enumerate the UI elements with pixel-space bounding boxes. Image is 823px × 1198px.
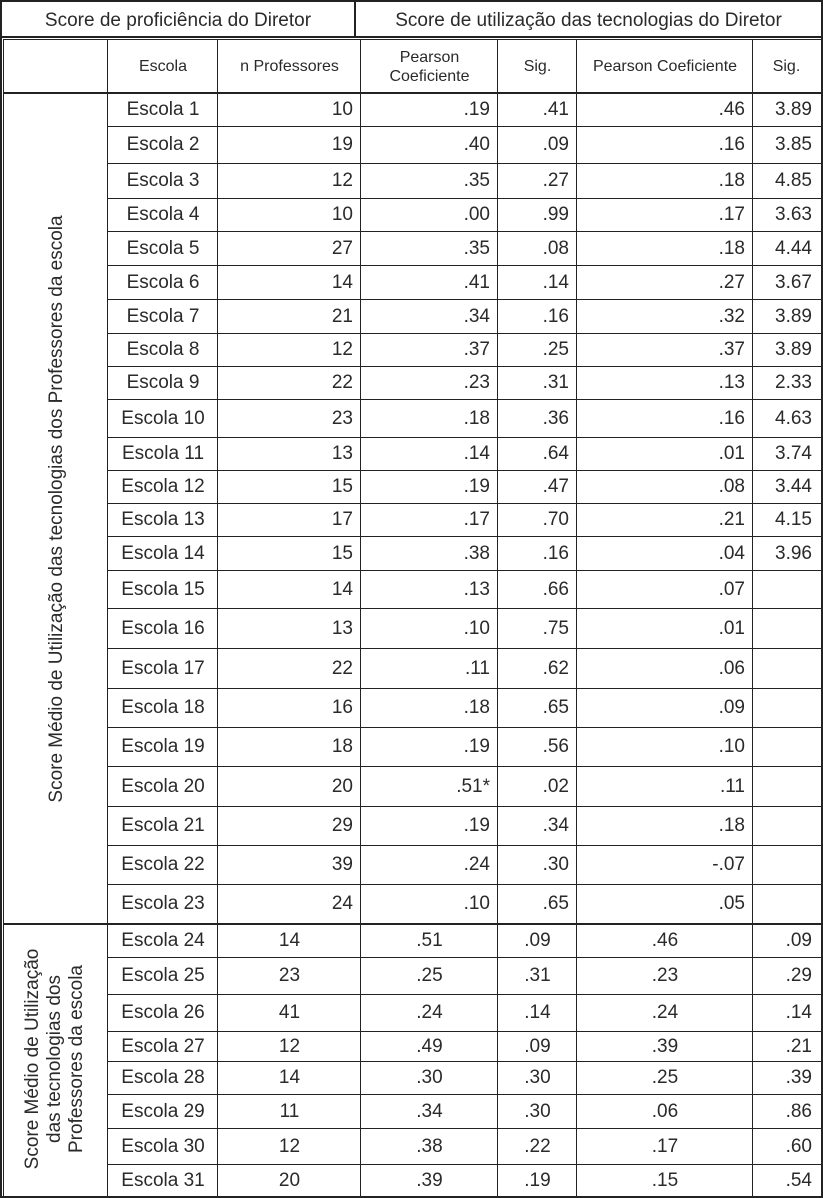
table-cell-sig1: .36 xyxy=(542,407,569,429)
table-cell-n: 18 xyxy=(331,736,353,757)
table-cell-sig1: .99 xyxy=(542,204,569,225)
table-cell-pearson2: .07 xyxy=(718,578,745,600)
table-cell-sig2: .39 xyxy=(785,1067,812,1088)
table-cell-pearson1: .23 xyxy=(463,372,490,393)
grid-line xyxy=(107,570,821,571)
table-cell-n: 10 xyxy=(331,99,353,120)
table-cell-escola: Escola 14 xyxy=(121,542,205,564)
grid-line xyxy=(107,1128,821,1129)
table-cell-pearson2: .05 xyxy=(718,893,745,914)
table-cell-sig1: .16 xyxy=(542,305,569,327)
table-cell-n: 41 xyxy=(278,1002,301,1023)
table-cell-escola: Escola 15 xyxy=(121,578,205,600)
table-cell-sig2 xyxy=(753,884,820,923)
grid-line xyxy=(497,39,498,1196)
grid-line xyxy=(107,366,821,367)
table-cell-n: 20 xyxy=(331,775,353,797)
table-cell-sig1: .75 xyxy=(542,617,569,639)
table-cell-pearson1: .34 xyxy=(416,1100,443,1122)
grid-line xyxy=(107,994,821,995)
table-cell-sig2: 3.89 xyxy=(775,305,812,327)
table-cell-escola: Escola 31 xyxy=(121,1169,205,1191)
table-cell-pearson2: .06 xyxy=(718,657,745,679)
table-cell-sig2: 3.85 xyxy=(775,134,812,155)
header-director-technology-use: Score de utilização das tecnologias do Diretor xyxy=(395,9,782,31)
table-cell-sig1: .14 xyxy=(524,1002,551,1023)
table-cell-escola: Escola 30 xyxy=(121,1135,205,1157)
table-cell-sig2 xyxy=(753,688,820,727)
table-cell-n: 22 xyxy=(331,657,353,679)
table-cell-n: 11 xyxy=(279,1100,300,1122)
grid-line xyxy=(107,806,821,807)
table-cell-sig2 xyxy=(753,766,820,806)
table-cell-sig1: .09 xyxy=(524,929,551,951)
table-cell-escola: Escola 21 xyxy=(121,815,205,836)
table-cell-sig1: .19 xyxy=(524,1169,551,1191)
grid-line xyxy=(752,39,753,1196)
table-cell-n: 24 xyxy=(331,893,353,914)
table-cell-pearson1: .40 xyxy=(463,134,490,155)
table-cell-n: 14 xyxy=(278,929,301,951)
table-cell-sig2: 4.15 xyxy=(775,509,812,530)
row-group-label-2-line-2: das tecnologias dos xyxy=(44,975,65,1143)
table-cell-pearson2: .01 xyxy=(718,443,745,464)
table-cell-pearson2: .16 xyxy=(718,407,745,429)
table-cell-sig2 xyxy=(753,608,820,648)
table-cell-pearson1: .34 xyxy=(463,305,490,327)
grid-line xyxy=(107,1031,821,1032)
grid-line xyxy=(107,231,821,232)
column-header-pearson-coeficiente-1 xyxy=(361,40,498,93)
table-cell-sig2: .60 xyxy=(785,1135,812,1157)
table-cell-sig1: .70 xyxy=(542,509,569,530)
table-cell-escola: Escola 9 xyxy=(126,372,200,393)
table-cell-sig2: 3.74 xyxy=(775,443,812,464)
grid-line xyxy=(107,198,821,199)
grid-line xyxy=(3,39,821,40)
row-group-label-2-line-1: Score Médio de Utilização xyxy=(22,948,43,1170)
table-cell-pearson2: .16 xyxy=(718,134,745,155)
table-cell-escola: Escola 22 xyxy=(121,854,205,875)
table-cell-pearson1: .00 xyxy=(463,204,490,225)
table-cell-escola: Escola 12 xyxy=(121,476,205,497)
table-cell-n: 17 xyxy=(331,509,353,530)
table-cell-sig1: .31 xyxy=(524,965,551,986)
table-cell-pearson2: .01 xyxy=(718,617,745,639)
table-cell-sig1: .30 xyxy=(524,1067,551,1088)
grid-line xyxy=(107,608,821,609)
table-cell-pearson1: .38 xyxy=(416,1135,443,1157)
table-cell-sig2: .21 xyxy=(785,1035,812,1057)
table-cell-pearson2: .25 xyxy=(651,1067,679,1088)
table-cell-pearson2: .46 xyxy=(651,929,679,951)
grid-line xyxy=(107,503,821,504)
table-cell-n: 12 xyxy=(278,1135,301,1157)
table-cell-n: 22 xyxy=(331,372,353,393)
table-cell-n: 16 xyxy=(331,697,353,718)
table-cell-sig2: .29 xyxy=(785,965,812,986)
grid-line xyxy=(3,92,821,94)
table-cell-pearson2: -.07 xyxy=(712,854,745,875)
pearson-line-1: Pearson xyxy=(399,48,460,66)
table-cell-n: 29 xyxy=(331,815,353,836)
table-cell-escola: Escola 24 xyxy=(121,929,205,951)
table-cell-n: 13 xyxy=(331,617,353,639)
table-cell-n: 14 xyxy=(331,578,353,600)
table-cell-pearson1: .49 xyxy=(416,1035,443,1057)
table-cell-pearson2: .18 xyxy=(718,237,745,259)
grid-line xyxy=(107,39,108,1196)
grid-line xyxy=(0,36,823,38)
table-cell-sig2: 4.85 xyxy=(775,170,812,191)
table-cell-pearson2: .11 xyxy=(719,775,745,797)
table-cell-sig2 xyxy=(753,806,820,845)
grid-line xyxy=(107,265,821,266)
table-cell-sig2: .54 xyxy=(785,1169,812,1191)
table-cell-sig2: .86 xyxy=(785,1100,812,1122)
grid-line xyxy=(0,0,2,1198)
grid-line xyxy=(107,163,821,164)
table-cell-pearson1: .19 xyxy=(463,99,490,120)
table-cell-pearson2: .17 xyxy=(718,204,745,225)
table-cell-pearson1: .51 xyxy=(416,929,443,951)
table-cell-sig2: 3.63 xyxy=(775,204,812,225)
table-cell-escola: Escola 17 xyxy=(121,657,205,679)
table-cell-pearson1: .14 xyxy=(463,443,490,464)
table-cell-n: 14 xyxy=(278,1067,301,1088)
grid-line xyxy=(107,299,821,300)
table-cell-sig1: .09 xyxy=(524,1035,551,1057)
table-cell-pearson2: .24 xyxy=(651,1002,679,1023)
table-cell-pearson1: .18 xyxy=(463,697,490,718)
table-cell-n: 13 xyxy=(331,443,353,464)
table-cell-pearson1: .10 xyxy=(463,893,490,914)
table-cell-escola: Escola 7 xyxy=(126,305,200,327)
table-cell-escola: Escola 16 xyxy=(121,617,205,639)
table-cell-pearson2: .37 xyxy=(718,339,745,360)
grid-line xyxy=(3,923,821,925)
pearson-line-2: Coeficiente xyxy=(389,67,470,85)
table-cell-pearson1: .35 xyxy=(463,237,490,259)
table-cell-pearson1: .19 xyxy=(463,736,490,757)
table-cell-escola: Escola 19 xyxy=(121,736,205,757)
table-cell-sig2: .14 xyxy=(785,1002,812,1023)
table-cell-sig1: .56 xyxy=(542,736,569,757)
table-cell-pearson1: .18 xyxy=(463,407,490,429)
table-cell-escola: Escola 8 xyxy=(126,339,200,360)
table-cell-sig2: 3.96 xyxy=(775,542,812,564)
table-cell-pearson2: .18 xyxy=(718,170,745,191)
column-header-n-professores: n Professores xyxy=(240,57,339,75)
table-cell-sig1: .30 xyxy=(542,854,569,875)
table-cell-pearson1: .25 xyxy=(416,965,443,986)
table-cell-pearson2: .04 xyxy=(718,542,745,564)
table-cell-n: 15 xyxy=(331,476,353,497)
grid-line xyxy=(107,845,821,846)
table-cell-pearson1: .11 xyxy=(464,657,490,679)
table-cell-n: 21 xyxy=(331,305,353,327)
table-cell-sig1: .66 xyxy=(542,578,569,600)
grid-line xyxy=(107,648,821,649)
table-cell-escola: Escola 3 xyxy=(126,170,200,191)
table-cell-sig2 xyxy=(753,845,820,884)
table-cell-pearson1: .35 xyxy=(463,170,490,191)
table-cell-escola: Escola 10 xyxy=(121,407,205,429)
column-header-pearson-coeficiente-2: Pearson Coeficiente xyxy=(592,57,738,75)
table-cell-n: 23 xyxy=(331,407,353,429)
grid-line xyxy=(107,1164,821,1165)
table-cell-escola: Escola 5 xyxy=(126,237,200,259)
grid-line xyxy=(217,39,218,1196)
table-cell-pearson1: .17 xyxy=(463,509,490,530)
table-cell-sig1: .64 xyxy=(542,443,569,464)
table-cell-sig1: .25 xyxy=(542,339,569,360)
table-cell-sig2: 3.67 xyxy=(775,271,812,293)
table-cell-escola: Escola 23 xyxy=(121,893,205,914)
table-cell-escola: Escola 4 xyxy=(126,204,200,225)
table-cell-pearson2: .08 xyxy=(718,476,745,497)
table-cell-sig2: 2.33 xyxy=(775,372,812,393)
column-header-sig-2: Sig. xyxy=(772,57,801,75)
table-cell-sig1: .62 xyxy=(542,657,569,679)
table-cell-pearson1: .30 xyxy=(416,1067,443,1088)
table-cell-sig1: .27 xyxy=(542,170,569,191)
table-cell-pearson2: .21 xyxy=(718,509,745,530)
table-cell-sig1: .30 xyxy=(524,1100,551,1122)
table-cell-escola: Escola 2 xyxy=(126,134,200,155)
table-cell-pearson1: .10 xyxy=(463,617,490,639)
table-cell-pearson2: .23 xyxy=(651,965,679,986)
table-cell-n: 12 xyxy=(331,170,353,191)
table-cell-pearson2: .06 xyxy=(651,1100,679,1122)
table-cell-escola: Escola 18 xyxy=(121,697,205,718)
table-cell-escola: Escola 28 xyxy=(121,1067,205,1088)
table-cell-pearson1: .19 xyxy=(463,815,490,836)
table-cell-pearson2: .13 xyxy=(718,372,745,393)
grid-line xyxy=(0,0,823,2)
grid-line xyxy=(107,766,821,767)
table-cell-pearson2: .10 xyxy=(718,736,745,757)
grid-line xyxy=(354,0,356,38)
grid-line xyxy=(107,1061,821,1062)
table-cell-escola: Escola 20 xyxy=(121,775,205,797)
table-cell-escola: Escola 27 xyxy=(121,1035,205,1057)
table-cell-sig2: 3.89 xyxy=(775,339,812,360)
table-cell-pearson1: .24 xyxy=(416,1002,443,1023)
table-cell-sig1: .09 xyxy=(542,134,569,155)
header-director-proficiency: Score de proficiência do Diretor xyxy=(44,9,312,31)
table-cell-n: 20 xyxy=(278,1169,301,1191)
table-cell-escola: Escola 6 xyxy=(126,271,200,293)
table-cell-n: 23 xyxy=(278,965,301,986)
table-cell-pearson1: .41 xyxy=(463,271,490,293)
table-cell-pearson2: .17 xyxy=(651,1135,679,1157)
table-cell-sig2: 4.44 xyxy=(775,237,812,259)
table-cell-pearson1: .19 xyxy=(463,476,490,497)
table-cell-escola: Escola 11 xyxy=(121,443,205,464)
table-cell-pearson2: .09 xyxy=(718,697,745,718)
table-cell-escola: Escola 29 xyxy=(121,1100,205,1122)
table-cell-sig1: .31 xyxy=(542,372,569,393)
table-cell-pearson1: .13 xyxy=(463,578,490,600)
table-cell-pearson2: .18 xyxy=(718,815,745,836)
table-cell-pearson1: .51* xyxy=(456,775,490,797)
table-cell-escola: Escola 25 xyxy=(121,965,205,986)
grid-line xyxy=(576,39,577,1196)
table-cell-n: 14 xyxy=(331,271,353,293)
table-cell-pearson1: .38 xyxy=(463,542,490,564)
table-cell-n: 12 xyxy=(278,1035,301,1057)
table-cell-n: 12 xyxy=(331,339,353,360)
table-cell-sig1: .41 xyxy=(542,99,569,120)
table-cell-pearson1: .39 xyxy=(416,1169,443,1191)
table-cell-sig1: .14 xyxy=(542,271,569,293)
table-cell-pearson2: .39 xyxy=(651,1035,679,1057)
table-cell-escola: Escola 1 xyxy=(126,99,200,120)
table-cell-sig1: .22 xyxy=(524,1135,551,1157)
grid-line xyxy=(107,333,821,334)
table-cell-sig1: .08 xyxy=(542,237,569,259)
table-cell-pearson2: .46 xyxy=(718,99,745,120)
grid-line xyxy=(107,688,821,689)
row-group-label-1-text: Score Médio de Utilização das tecnologias dos Professores da escola xyxy=(46,215,67,803)
table-cell-n: 10 xyxy=(331,204,353,225)
grid-line xyxy=(360,39,361,1196)
table-cell-escola: Escola 26 xyxy=(121,1002,205,1023)
grid-line xyxy=(107,884,821,885)
table-cell-sig1: .16 xyxy=(542,542,569,564)
grid-line xyxy=(107,399,821,400)
table-cell-sig1: .65 xyxy=(542,697,569,718)
grid-line xyxy=(107,957,821,958)
column-header-sig-1: Sig. xyxy=(523,57,552,75)
grid-line xyxy=(107,727,821,728)
table-cell-sig1: .34 xyxy=(542,815,569,836)
table-cell-sig1: .65 xyxy=(542,893,569,914)
grid-line xyxy=(107,126,821,127)
table-cell-sig1: .47 xyxy=(542,476,569,497)
table-cell-pearson1: .37 xyxy=(463,339,490,360)
grid-line xyxy=(107,437,821,438)
table-cell-sig2: 3.44 xyxy=(775,476,812,497)
table-cell-sig2 xyxy=(753,570,820,608)
table-cell-sig2: 3.89 xyxy=(775,99,812,120)
table-cell-n: 15 xyxy=(331,542,353,564)
table-cell-n: 19 xyxy=(331,134,353,155)
table-cell-sig1: .02 xyxy=(542,775,569,797)
table-cell-escola: Escola 13 xyxy=(121,509,205,530)
table-cell-sig2: .09 xyxy=(785,929,812,951)
table-cell-pearson1: .24 xyxy=(463,854,490,875)
grid-line xyxy=(3,39,4,1196)
grid-line xyxy=(107,470,821,471)
grid-line xyxy=(107,536,821,537)
table-cell-pearson2: .27 xyxy=(718,271,745,293)
table-cell-n: 27 xyxy=(331,237,353,259)
table-cell-sig2 xyxy=(753,648,820,688)
column-header-escola: Escola xyxy=(138,57,188,75)
grid-line xyxy=(107,1094,821,1095)
table-cell-pearson2: .32 xyxy=(718,305,745,327)
table-cell-sig2: 4.63 xyxy=(775,407,812,429)
row-group-label-2-line-3: Professores da escola xyxy=(66,965,87,1153)
table-cell-sig2 xyxy=(753,727,820,766)
table-cell-pearson2: .15 xyxy=(651,1169,679,1191)
table-cell-n: 39 xyxy=(331,854,353,875)
